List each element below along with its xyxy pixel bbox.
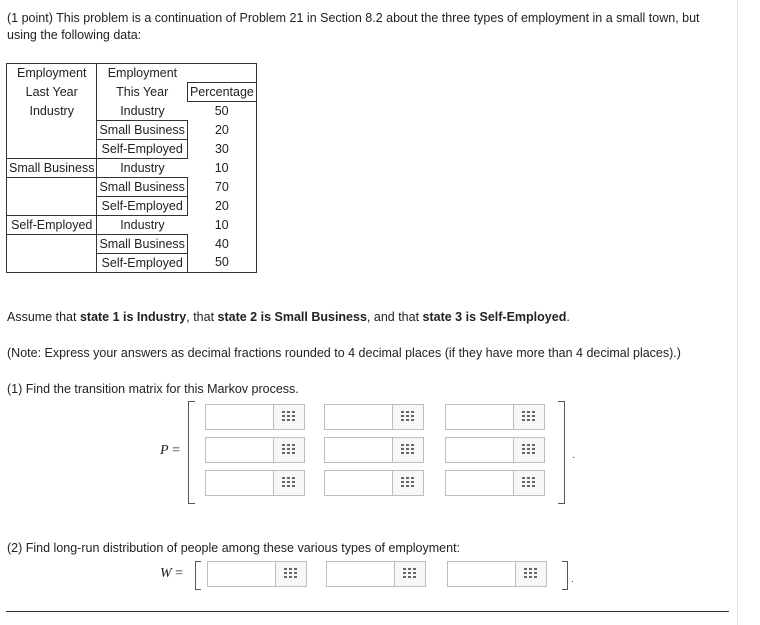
matrix-cell-r3c3 — [445, 470, 545, 496]
table-cell: 50 — [187, 102, 256, 121]
table-header-cell: This Year — [116, 85, 169, 99]
table-cell: 10 — [187, 215, 256, 234]
matrix-cell-r3c2 — [324, 470, 424, 496]
keyboard-grid-icon[interactable] — [394, 562, 425, 586]
matrix-p-label: P = — [160, 443, 180, 458]
assumption-part: . — [566, 310, 570, 324]
table-header-cell: Employment — [7, 64, 97, 83]
vector-input-3[interactable] — [448, 562, 524, 586]
keyboard-grid-icon[interactable] — [273, 438, 304, 462]
table-cell: Self-Employed — [97, 139, 187, 158]
table-cell: Self-Employed — [97, 253, 187, 272]
table-cell: 30 — [187, 139, 256, 158]
vector-left-bracket — [195, 561, 201, 590]
keyboard-grid-icon[interactable] — [513, 438, 544, 462]
table-cell: Small Business — [97, 177, 187, 196]
question-2-text: (2) Find long-run distribution of people among these various types of employment: — [7, 541, 461, 555]
matrix-period: . — [572, 450, 575, 461]
assumption-text — [7, 310, 570, 324]
vector-period: . — [571, 574, 574, 585]
keyboard-grid-icon[interactable] — [275, 562, 306, 586]
vector-w-label: W = — [160, 566, 184, 581]
matrix-cell-r2c2 — [324, 437, 424, 463]
assumption-part: , and that — [366, 310, 423, 324]
matrix-cell-r2c3 — [445, 437, 545, 463]
table-header-cell: Percentage — [187, 83, 256, 102]
matrix-input-r1c2[interactable] — [325, 405, 401, 429]
table-cell: 40 — [187, 234, 256, 253]
table-cell: 10 — [187, 158, 256, 177]
table-cell — [7, 234, 97, 253]
matrix-input-r3c2[interactable] — [325, 471, 401, 495]
table-header-cell: Employment — [97, 64, 187, 83]
vector-input-1[interactable] — [208, 562, 284, 586]
keyboard-grid-icon[interactable] — [515, 562, 546, 586]
vector-cell-1 — [207, 561, 307, 587]
matrix-input-r2c3[interactable] — [446, 438, 522, 462]
vector-cell-2 — [326, 561, 426, 587]
vector-right-bracket — [562, 561, 568, 590]
assumption-part: Assume that — [7, 310, 80, 324]
matrix-cell-r1c3 — [445, 404, 545, 430]
table-header-cell — [187, 64, 256, 83]
matrix-cell-r1c2 — [324, 404, 424, 430]
keyboard-grid-icon[interactable] — [392, 405, 423, 429]
matrix-input-r3c3[interactable] — [446, 471, 522, 495]
question-1-text: (1) Find the transition matrix for this Markov process. — [7, 382, 299, 396]
keyboard-grid-icon[interactable] — [513, 471, 544, 495]
table-cell: Industry — [120, 217, 165, 232]
keyboard-grid-icon[interactable] — [392, 471, 423, 495]
table-cell — [7, 139, 97, 158]
keyboard-grid-icon[interactable] — [392, 438, 423, 462]
table-cell: Industry — [7, 102, 97, 121]
matrix-input-r2c2[interactable] — [325, 438, 401, 462]
state-2-definition: state 2 is Small Business — [217, 310, 367, 324]
note-text: (Note: Express your answers as decimal fractions rounded to 4 decimal places (if they have more than 4 decimal places).) — [7, 346, 681, 360]
vector-cell-3 — [447, 561, 547, 587]
employment-table — [6, 63, 257, 273]
matrix-input-r1c3[interactable] — [446, 405, 522, 429]
vector-input-2[interactable] — [327, 562, 403, 586]
matrix-input-r3c1[interactable] — [206, 471, 282, 495]
table-cell: Small Business — [97, 234, 187, 253]
keyboard-grid-icon[interactable] — [273, 471, 304, 495]
keyboard-grid-icon[interactable] — [273, 405, 304, 429]
state-3-definition: state 3 is Self-Employed — [422, 310, 567, 324]
table-cell — [7, 120, 97, 139]
assumption-part: , that — [186, 310, 218, 324]
table-cell: 70 — [187, 177, 256, 196]
matrix-right-bracket — [558, 401, 565, 504]
matrix-cell-r2c1 — [205, 437, 305, 463]
table-cell — [7, 196, 97, 215]
state-1-definition: state 1 is Industry — [79, 310, 187, 324]
table-cell: Self-Employed — [97, 196, 187, 215]
table-cell: Self-Employed — [7, 215, 97, 234]
bottom-divider — [6, 611, 729, 612]
table-cell: Small Business — [7, 158, 97, 177]
table-header-cell: Last Year — [7, 83, 97, 102]
matrix-input-r1c1[interactable] — [206, 405, 282, 429]
table-cell: Industry — [120, 160, 165, 175]
table-cell: 20 — [187, 196, 256, 215]
table-cell: Small Business — [97, 120, 187, 139]
table-cell: 20 — [187, 120, 256, 139]
matrix-cell-r3c1 — [205, 470, 305, 496]
matrix-cell-r1c1 — [205, 404, 305, 430]
matrix-left-bracket — [188, 401, 195, 504]
table-cell: Industry — [120, 103, 165, 118]
keyboard-grid-icon[interactable] — [513, 405, 544, 429]
problem-intro: (1 point) This problem is a continuation of Problem 21 in Section 8.2 about the three types of employment in a small town, but using the following data: — [7, 11, 700, 42]
table-cell: 50 — [187, 253, 256, 272]
table-cell — [7, 253, 97, 272]
matrix-input-r2c1[interactable] — [206, 438, 282, 462]
table-cell — [7, 177, 97, 196]
